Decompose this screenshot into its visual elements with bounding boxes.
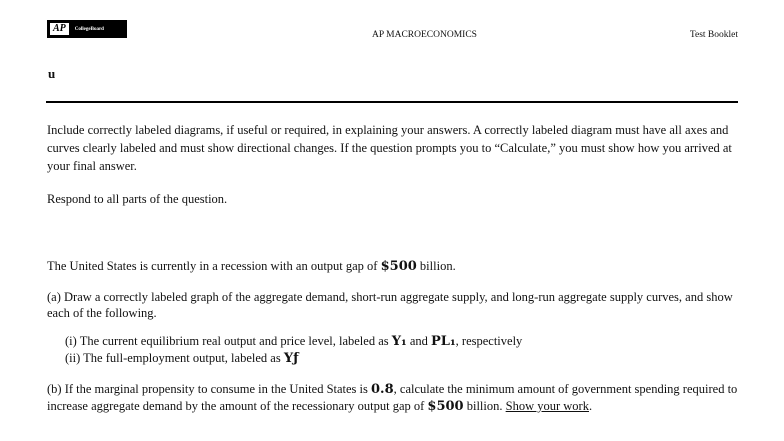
output-gap-value: $500 <box>380 259 417 274</box>
output-gap-value: $500 <box>427 399 464 414</box>
part-a: (a) Draw a correctly labeled graph of the aggregate demand, short-run aggregate supply, and long-run aggregate supply curves, and show each of the following. <box>47 290 733 320</box>
divider <box>46 101 738 103</box>
text: (i) The current equilibrium real output and price level, labeled as <box>65 334 392 348</box>
respond-instruction: Respond to all parts of the question. <box>47 192 228 206</box>
stem-text: The United States is currently in a recession with an output gap of <box>47 259 381 273</box>
yf-label: Yƒ <box>283 351 299 366</box>
text: . <box>588 399 593 413</box>
stem-text: billion. <box>416 259 456 273</box>
y1-label: Y₁ <box>391 334 407 349</box>
text: (b) If the marginal propensity to consume in the United States is <box>47 382 372 396</box>
part-a-i <box>65 333 742 350</box>
header-right: Test Booklet <box>689 30 738 40</box>
ap-collegeboard-logo <box>47 20 127 38</box>
instructions: Include correctly labeled diagrams, if useful or required, in explaining your answers. A correctly labeled diagram must have all axes and curves clearly labeled and must show directional changes. If the question prompts you to “Calculate,” you must show how you arrived at your final answer. <box>47 123 732 173</box>
mpc-value: 0.8 <box>371 382 394 397</box>
text: (ii) The full-employment output, labeled as <box>65 351 284 365</box>
pl1-label: PL₁ <box>431 334 456 349</box>
section-mark: u <box>48 66 56 81</box>
text: , respectively <box>455 334 523 348</box>
part-a-ii <box>65 350 742 367</box>
text: and <box>406 334 432 348</box>
question-stem <box>47 257 742 276</box>
part-b <box>47 381 742 415</box>
text: , calculate the minimum amount of government spending required to increase aggregate demand by the amount of the recessionary output gap of <box>47 382 738 413</box>
text: billion. <box>463 399 506 413</box>
header-title: AP MACROECONOMICS <box>372 30 477 40</box>
ap-logo-text: AP <box>50 23 69 35</box>
collegeboard-logo-text: CollegeBoard <box>74 26 104 32</box>
show-your-work: Show your work <box>505 399 589 413</box>
question-body <box>47 121 742 415</box>
